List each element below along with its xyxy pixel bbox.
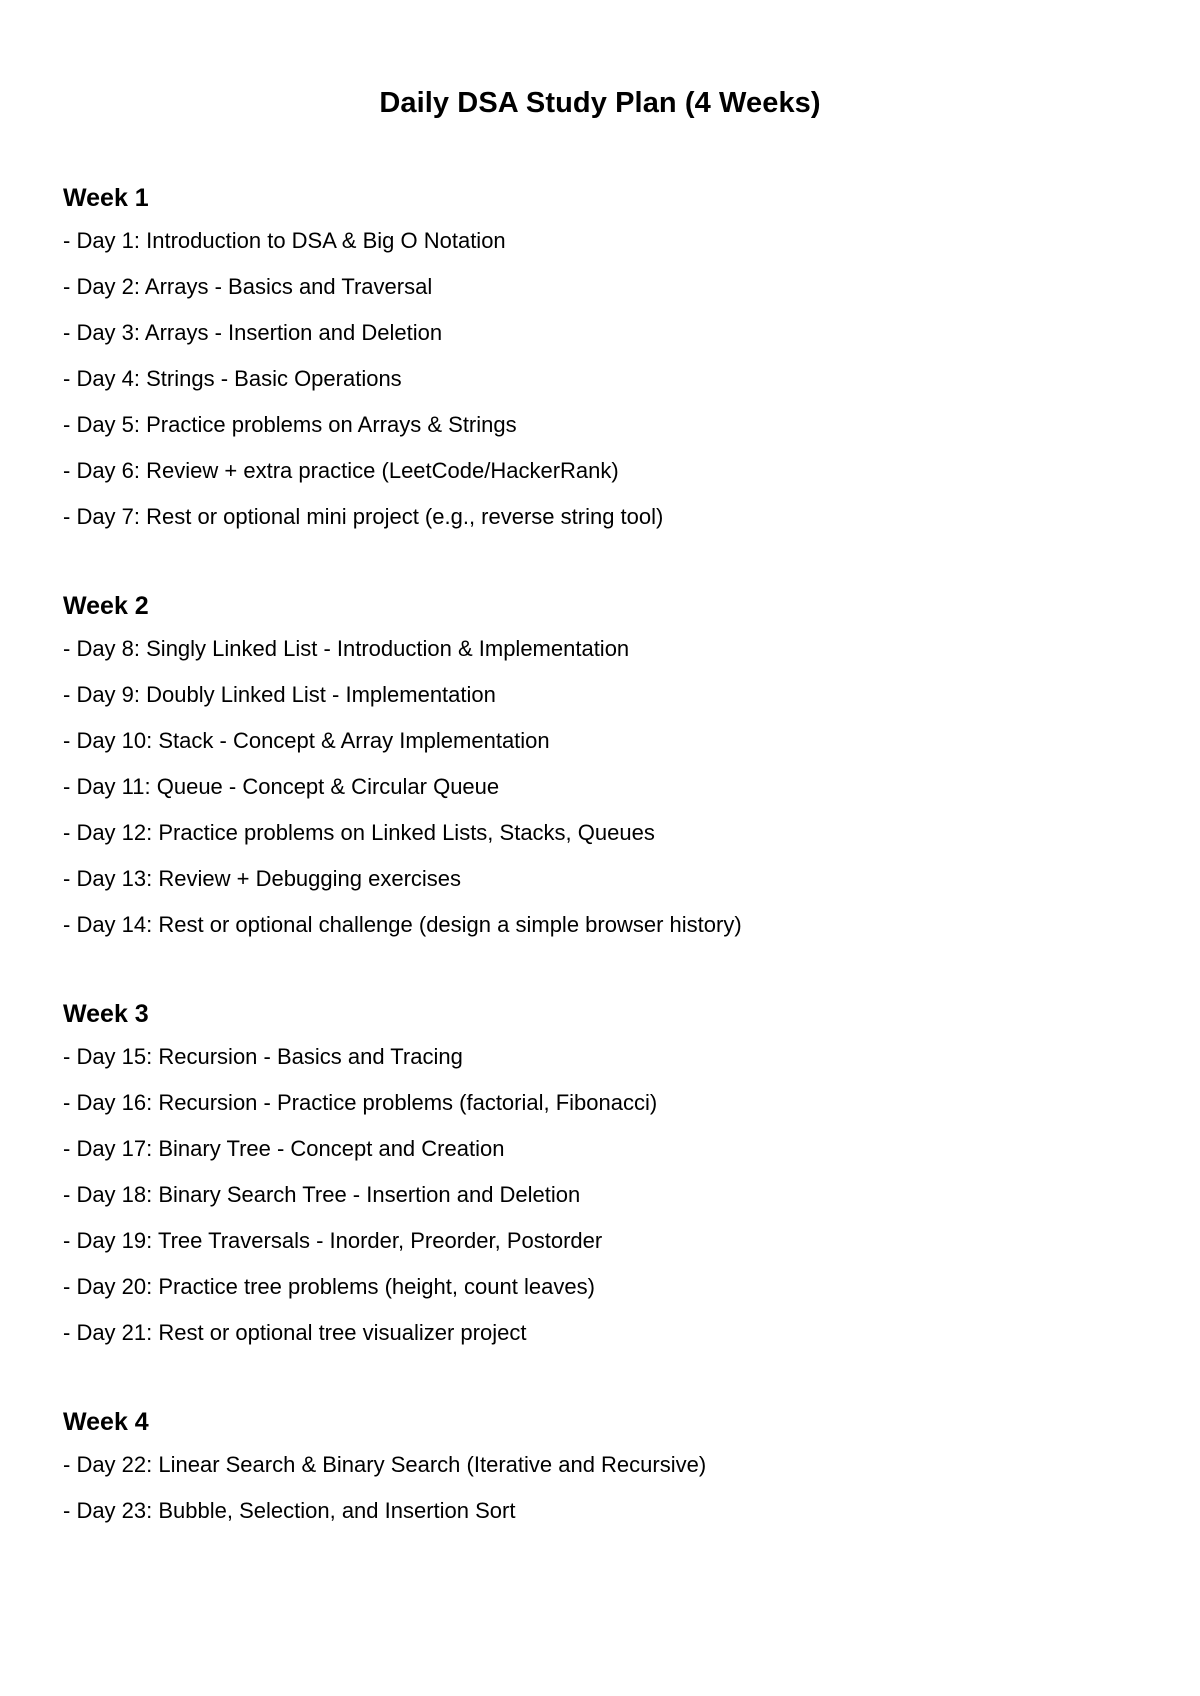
- day-item-20: - Day 20: Practice tree problems (height, count leaves): [63, 1274, 595, 1299]
- day-item-2: - Day 2: Arrays - Basics and Traversal: [63, 274, 433, 299]
- day-item-1: - Day 1: Introduction to DSA & Big O Notation: [63, 228, 506, 253]
- day-item-9: - Day 9: Doubly Linked List - Implementation: [63, 682, 496, 707]
- day-list: [63, 635, 1143, 938]
- week-section-4: [63, 1405, 1143, 1543]
- week-section-3: [63, 997, 1143, 1365]
- day-item-18: - Day 18: Binary Search Tree - Insertion and Deletion: [63, 1182, 581, 1207]
- day-item-7: - Day 7: Rest or optional mini project (e.g., reverse string tool): [63, 504, 664, 529]
- day-item-22: - Day 22: Linear Search & Binary Search (Iterative and Recursive): [63, 1452, 707, 1477]
- day-item-17: - Day 17: Binary Tree - Concept and Creation: [63, 1136, 505, 1161]
- day-item-4: - Day 4: Strings - Basic Operations: [63, 366, 402, 391]
- day-item-15: - Day 15: Recursion - Basics and Tracing: [63, 1044, 463, 1069]
- page-title: Daily DSA Study Plan (4 Weeks): [379, 87, 821, 120]
- week-heading: Week 3: [63, 1000, 149, 1028]
- week-section-1: [63, 181, 1143, 549]
- day-list: [63, 1043, 1143, 1346]
- day-item-6: - Day 6: Review + extra practice (LeetCode/HackerRank): [63, 458, 619, 483]
- day-item-19: - Day 19: Tree Traversals - Inorder, Preorder, Postorder: [63, 1228, 603, 1253]
- week-heading: Week 4: [63, 1408, 149, 1436]
- day-item-21: - Day 21: Rest or optional tree visualizer project: [63, 1320, 527, 1345]
- day-item-12: - Day 12: Practice problems on Linked Lists, Stacks, Queues: [63, 820, 655, 845]
- day-list: [63, 227, 1143, 530]
- day-item-23: - Day 23: Bubble, Selection, and Insertion Sort: [63, 1498, 516, 1523]
- day-item-10: - Day 10: Stack - Concept & Array Implementation: [63, 728, 550, 753]
- day-item-16: - Day 16: Recursion - Practice problems (factorial, Fibonacci): [63, 1090, 658, 1115]
- week-heading: Week 2: [63, 592, 149, 620]
- day-list: [63, 1451, 1143, 1524]
- day-item-11: - Day 11: Queue - Concept & Circular Queue: [63, 774, 500, 799]
- day-item-5: - Day 5: Practice problems on Arrays & Strings: [63, 412, 517, 437]
- day-item-13: - Day 13: Review + Debugging exercises: [63, 866, 462, 891]
- week-heading: Week 1: [63, 184, 149, 212]
- day-item-14: - Day 14: Rest or optional challenge (design a simple browser history): [63, 912, 742, 937]
- day-item-3: - Day 3: Arrays - Insertion and Deletion: [63, 320, 443, 345]
- day-item-8: - Day 8: Singly Linked List - Introduction & Implementation: [63, 636, 630, 661]
- week-section-2: [63, 589, 1143, 957]
